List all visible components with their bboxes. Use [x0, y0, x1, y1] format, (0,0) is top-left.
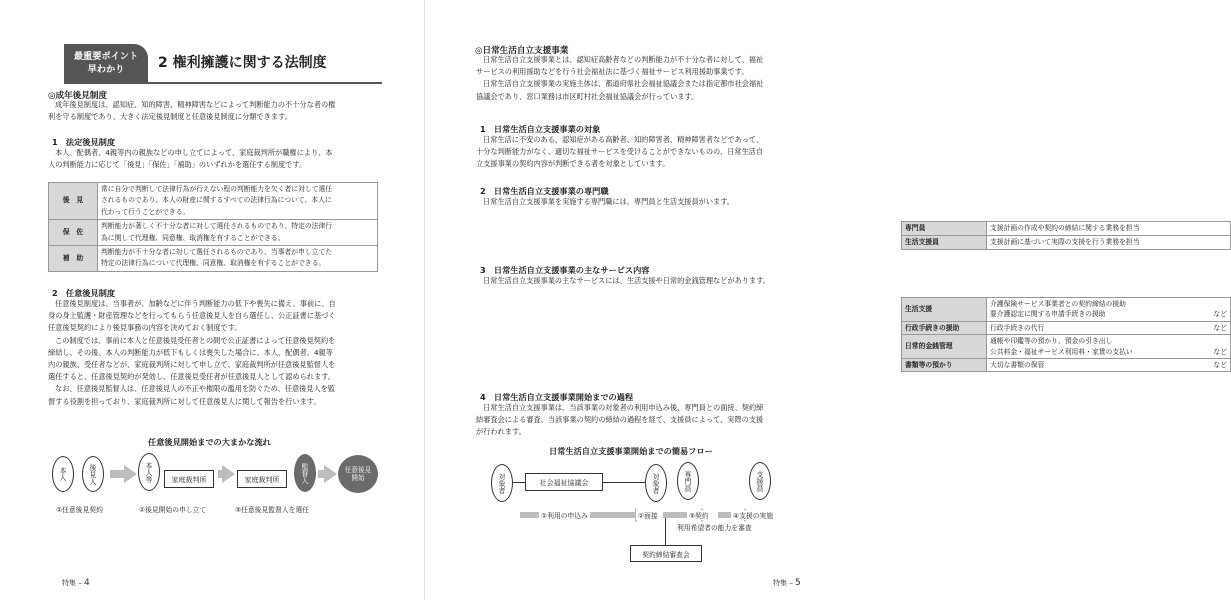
- text-line: 通帳や印鑑等の預かり、預金の引き出し: [990, 337, 1113, 346]
- header-rule: [64, 82, 382, 84]
- row-suffix: など: [1202, 321, 1231, 334]
- text-line: 結審査会による審査、当該事業の契約の締結の過程を経て、支援員によって、実際の支援: [476, 415, 764, 425]
- supervisor-icon: 監督人: [294, 454, 316, 492]
- connector-line: [513, 482, 525, 483]
- row-label: 専門員: [902, 222, 987, 236]
- text-line: なお、任意後見監督人は、任意後見人の不正や権限の濫用を防ぐため、任意後見人を監: [55, 384, 336, 394]
- row-label: 後 見: [49, 183, 98, 220]
- text-line: 判断能力が著しく不十分な者に対して選任されるものであり、特定の法律行: [101, 222, 333, 231]
- text-line: 協議会であり、窓口業務は市区町村社会福祉協議会が行っています。: [476, 91, 699, 101]
- flow-step-4: ④支援の実施: [733, 512, 774, 520]
- heading-process: 4 日常生活自立支援事業開始までの過程: [480, 392, 634, 402]
- text-line: 選任すると、任意後見契約が発効し、任意後見受任者が任意後見人として認められます。: [48, 372, 335, 382]
- text-line: 要介護認定に関する申請手続きの援助: [990, 310, 1106, 319]
- table-row: [902, 222, 1231, 236]
- flow-title: 日常生活自立支援事業開始までの簡易フロー: [549, 446, 713, 456]
- table-row: [49, 183, 378, 220]
- heading-voluntary-guardianship: 2 任意後見制度: [52, 288, 116, 298]
- text-line: 日常生活に不安のある、認知症がある高齢者、知的障害者、精神障害者などであって、: [483, 135, 764, 144]
- guardian-icon: 後見人: [82, 456, 104, 492]
- flow-step-3: ③契約: [689, 512, 709, 520]
- text-line: 本人、配偶者、4親等内の親族などの申し立てによって、家庭裁判所が職権により、本: [55, 148, 333, 157]
- family-court-box: 家庭裁判所: [164, 470, 214, 488]
- text-line: 介護保険サービス事業者との契約締結の援助: [990, 300, 1126, 308]
- voluntary-paragraph: [48, 298, 336, 408]
- text-line: 立支援事業の契約内容が判断できる者を対象としています。: [476, 159, 670, 169]
- heading-services: 3 日常生活自立支援事業の主なサービス内容: [480, 265, 650, 275]
- table-row: [902, 359, 1231, 372]
- flow-title: 任意後見開始までの大まかな流れ: [148, 437, 271, 447]
- intro-paragraph: [48, 99, 335, 123]
- person-etc-icon: 本人等: [138, 453, 160, 491]
- text-line: 判断能力が不十分な者に対して選任されるものであり、当事者が申し立てた: [101, 248, 333, 257]
- row-label: 補 助: [49, 246, 98, 272]
- heading-daily-life-support: ◎日常生活自立支援事業: [475, 46, 569, 56]
- flow-arrow-icon: [324, 465, 337, 483]
- section-badge: [64, 44, 148, 82]
- text-line: 公共料金・福祉サービス利用料・家賃の支払い: [990, 347, 1133, 356]
- badge-line-1: 最重要ポイント: [73, 51, 139, 62]
- row-suffix: など: [1202, 359, 1231, 372]
- flow-step-1: ①利用の申込み: [541, 512, 588, 520]
- flow-step-2: ②面接: [638, 512, 658, 520]
- text-line: 締結し、その後、本人の判断能力が低下もしくは喪失した場合に、本人、配偶者、4親等: [48, 347, 333, 357]
- row-text: 支援計画の作成や契約の締結に関する業務を担当: [987, 222, 1231, 236]
- heading-staff: 2 日常生活自立支援事業の専門職: [480, 186, 609, 196]
- specialist-icon: 専門員: [677, 462, 699, 500]
- text-line: が行われます。: [476, 427, 526, 437]
- flow-arrow-icon: [222, 465, 235, 483]
- row-text: [987, 359, 1203, 372]
- services-table: [901, 297, 1231, 372]
- text-line: 十分な判断能力がなく、適切な福祉サービスを受けることができないものの、日常生活自: [476, 147, 764, 157]
- target-paragraph: [476, 134, 763, 171]
- connector-line: [603, 482, 645, 483]
- guardianship-start-badge: 任意後見開始: [338, 455, 378, 493]
- row-label: 行政手続きの援助: [902, 321, 987, 334]
- row-label: 保 佐: [49, 220, 98, 246]
- text-line: 任意後見契約により後見事務の内容を決めておく制度です。: [48, 323, 242, 333]
- process-paragraph: [476, 402, 763, 439]
- text-line: されるものであり、本人の財産に関するすべての法律行為について、本人に: [101, 196, 332, 205]
- row-text: 支援計画に基づいて実際の支援を行う業務を担当: [987, 235, 1231, 249]
- table-row: [902, 321, 1231, 334]
- text-line: 日常生活自立支援事業とは、認知症高齢者などの判断能力が不十分な者に対して、福祉: [483, 55, 764, 64]
- flow-arrow-icon: [124, 465, 137, 483]
- flow-caption-2: ②後見開始の申し立て: [139, 506, 207, 514]
- row-text: [987, 298, 1203, 322]
- staff-paragraph: 日常生活自立支援事業を実施する専門職には、専門員と生活支援員がいます。: [483, 197, 734, 206]
- row-text: [98, 220, 378, 246]
- text-line: 日常生活自立支援事業の実施主体は、都道府県社会福祉協議会または指定都市社会福祉: [483, 79, 764, 89]
- text-line: サービスの利用援助などを行う社会福祉法に基づく福祉サービス利用援助事業です。: [476, 67, 749, 77]
- connector-line: [665, 518, 666, 545]
- text-line: 常に自分で判断して法律行為が行えない程の判断能力を欠く者に対して選任: [101, 185, 333, 193]
- flow-caption-3: ③任意後見監督人を選任: [235, 506, 310, 514]
- review-caption: 利用希望者の能力を審査: [677, 524, 752, 532]
- guardianship-type-table: [48, 182, 378, 272]
- text-line: 代わって行うことができる。: [101, 207, 190, 216]
- row-label: 書類等の預かり: [902, 359, 987, 372]
- text-line: 成年後見制度は、認知症、知的障害、精神障害などによって判断能力の不十分な者の権: [55, 100, 336, 109]
- row-text: [987, 335, 1203, 359]
- supporter-icon: 支援員: [749, 462, 771, 500]
- left-page: [0, 0, 425, 600]
- text-line: 特定の法律行為について代理権、同意権、取消権を有することができる。: [101, 259, 326, 268]
- target-person-icon-2: 対象者: [645, 464, 667, 502]
- heading-target: 1 日常生活自立支援事業の対象: [480, 124, 601, 134]
- text-line: 大切な書類の保管: [990, 361, 1045, 370]
- page-title: 2 権利擁護に関する法制度: [158, 55, 327, 71]
- row-label: 日常的金銭管理: [902, 335, 987, 359]
- table-row: [902, 335, 1231, 359]
- text-line: 督する役割を担っており、家庭裁判所に対して任意後見人に関して報告を行います。: [48, 396, 321, 406]
- text-line: この制度では、事前に本人と任意後見受任者との間で公正証書によって任意後見契約を: [55, 335, 336, 345]
- flow-arrow-shaft: [110, 470, 124, 478]
- text-line: 為に関して代理権、同意権、取消権を有することができる。: [101, 233, 285, 242]
- text-line: 利を守る制度であり、大きく法定後見制度と任意後見制度に分類できます。: [48, 112, 292, 122]
- row-suffix: など: [1202, 298, 1231, 322]
- social-welfare-council-box: 社会福祉協議会: [525, 473, 603, 491]
- heading-adult-guardianship: ◎成年後見制度: [48, 91, 108, 101]
- text-line: 日常生活自立支援事業は、当該事業の対象者の利用申込み後、専門員との面接、契約締: [483, 403, 764, 412]
- person-icon: 本人: [52, 456, 74, 492]
- row-text: [98, 183, 378, 220]
- page-number: 特集 – 5: [773, 578, 801, 588]
- family-court-box-2: 家庭裁判所: [237, 470, 287, 488]
- text-line: 行政手続きの代行: [990, 323, 1045, 332]
- target-person-icon: 対象者: [491, 464, 513, 502]
- daily-intro-paragraph: [476, 54, 763, 103]
- right-page: [425, 0, 1227, 600]
- contract-review-committee-box: 契約締結審査会: [630, 545, 702, 562]
- row-label: 生活支援員: [902, 235, 987, 249]
- staff-table: [901, 221, 1231, 250]
- text-line: 任意後見制度は、当事者が、加齢などに伴う判断能力の低下や喪失に備え、事前に、自: [55, 299, 336, 308]
- row-label: 生活支援: [902, 298, 987, 322]
- table-row: [902, 235, 1231, 249]
- services-paragraph: 日常生活自立支援事業の主なサービスには、生活支援や日常的金銭管理などがあります。: [483, 276, 770, 285]
- row-suffix: など: [1202, 335, 1231, 359]
- text-line: 人の判断能力に応じて「後見」「保佐」「補助」のいずれかを選任する制度です。: [48, 160, 307, 170]
- heading-legal-guardianship: 1 法定後見制度: [52, 137, 116, 147]
- page-number: 特集 – 4: [62, 578, 90, 588]
- legal-paragraph: [48, 147, 333, 171]
- table-row: [49, 220, 378, 246]
- text-line: 内の親族、受任者などが、家庭裁判所に対して申し立て、家庭裁判所が任意後見監督人を: [48, 360, 336, 370]
- table-row: [49, 246, 378, 272]
- row-text: [98, 246, 378, 272]
- flow-caption-1: ①任意後見契約: [56, 506, 103, 514]
- table-row: [902, 298, 1231, 322]
- row-text: [987, 321, 1203, 334]
- text-line: 身の身上監護・財産管理などを行ってもらう任意後見人を自ら選任し、公正証書に基づく: [48, 311, 336, 321]
- badge-line-2: 早わかり: [87, 64, 125, 75]
